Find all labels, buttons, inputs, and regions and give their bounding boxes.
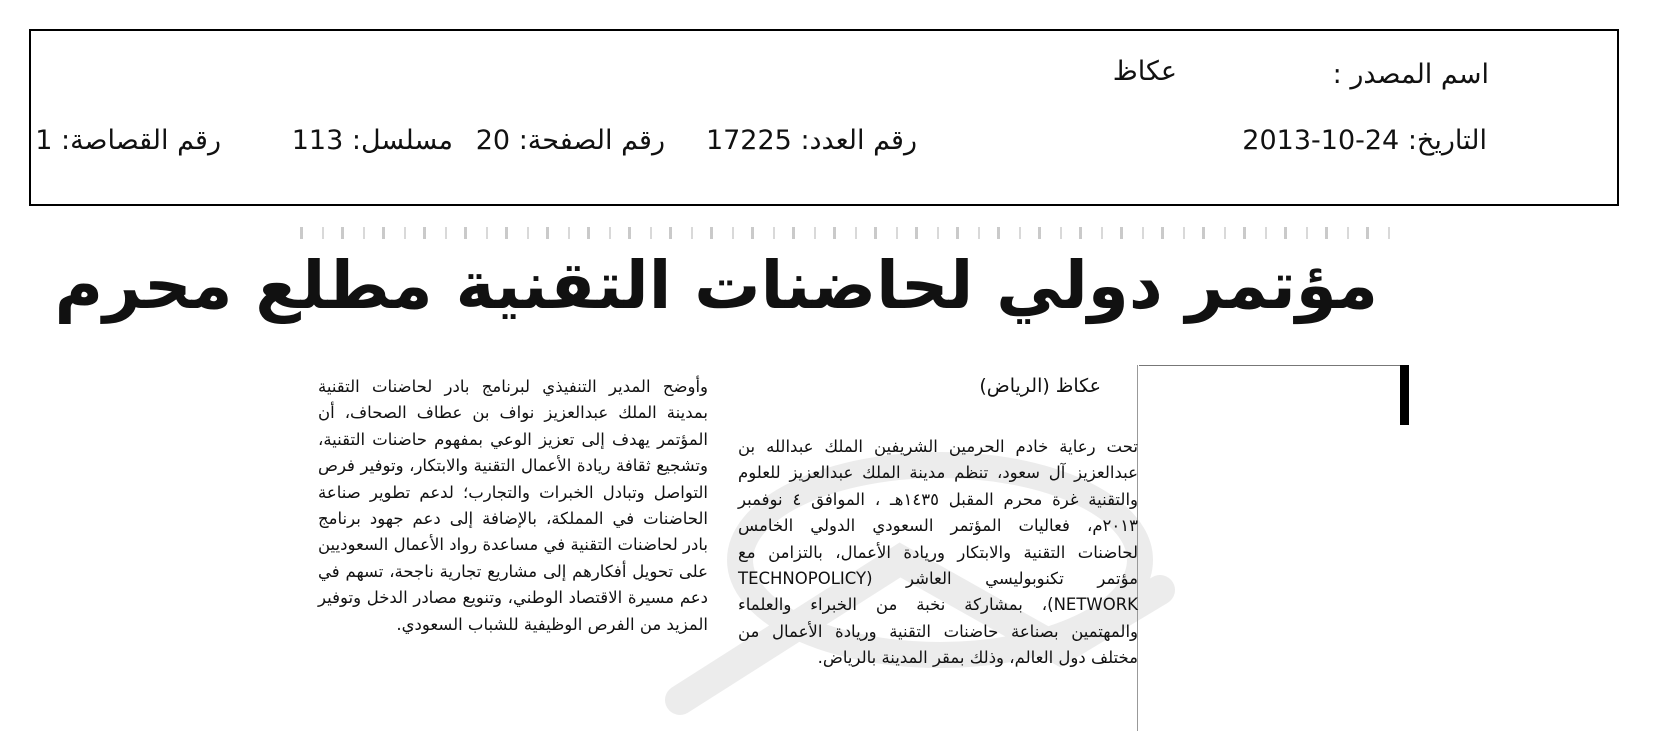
article-paragraph-2: وأوضح المدير التنفيذي لبرنامج بادر لحاضنات التقنية بمدينة الملك عبدالعزيز نواف بن عطاف الصحاف، أن المؤتمر يهدف إلى تعزيز الوعي بمفهوم حاضنات التقنية، وتشجيع ثقافة ريادة الأعمال التقنية والابتكار، وتوفير فرص التواصل وتبادل الخبرات والتجارب؛ لدعم تطوير صناعة الحاضنات في المملكة، بالإضافة إلى دعم جهود برنامج بادر لحاضنات التقنية في مساعدة رواد الأعمال السعوديين على تحويل أفكارهم إلى مشاريع تجارية ناجحة، تسهم في دعم مسيرة الاقتصاد الوطني، وتنويع مصادر الدخل وتوفير المزيد من الفرص الوظيفية للشباب السعودي. (318, 377, 708, 634)
clip-number-field: رقم القصاصة: 1 (35, 125, 221, 156)
article-paragraph-1: تحت رعاية خادم الحرمين الشريفين الملك عبدالله بن عبدالعزيز آل سعود، تنظم مدينة الملك عبدالعزيز للعلوم والتقنية غرة محرم المقبل ١٤٣٥هـ ، الموافق ٤ نوفمبر ٢٠١٣م، فعاليات المؤتمر السعودي الدولي الخامس لحاضنات التقنية والابتكار وريادة الأعمال، بالتزامن مع مؤتمر تكنوبوليسي العاشر (TECHNOPOLICY NETWORK)، بمشاركة نخبة من الخبراء والعلماء والمهتمين بصناعة حاضنات التقنية وريادة الأعمال من مختلف دول العالم، وذلك بمقر المدينة بالرياض. (738, 437, 1138, 668)
cropped-text-strip (300, 227, 1390, 239)
article-column-left (318, 374, 708, 638)
frame-accent-bar (1400, 365, 1409, 425)
article-byline: عكاظ (الرياض) (979, 375, 1101, 397)
metadata-box (29, 29, 1619, 206)
source-value: عكاظ (1112, 56, 1177, 87)
source-label: اسم المصدر : (1332, 59, 1489, 90)
issue-number-field: رقم العدد: 17225 (705, 125, 917, 156)
article-frame (1137, 365, 1409, 731)
article-headline: مؤتمر دولي لحاضنات التقنية مطلع محرم (54, 247, 1378, 324)
page-number-field: رقم الصفحة: 20 (475, 125, 665, 156)
frame-top-rule (1139, 365, 1409, 366)
article-column-right (738, 434, 1138, 672)
date-field: التاريخ: 24-10-2013 (1242, 125, 1487, 156)
serial-number-field: مسلسل: 113 (291, 125, 453, 156)
